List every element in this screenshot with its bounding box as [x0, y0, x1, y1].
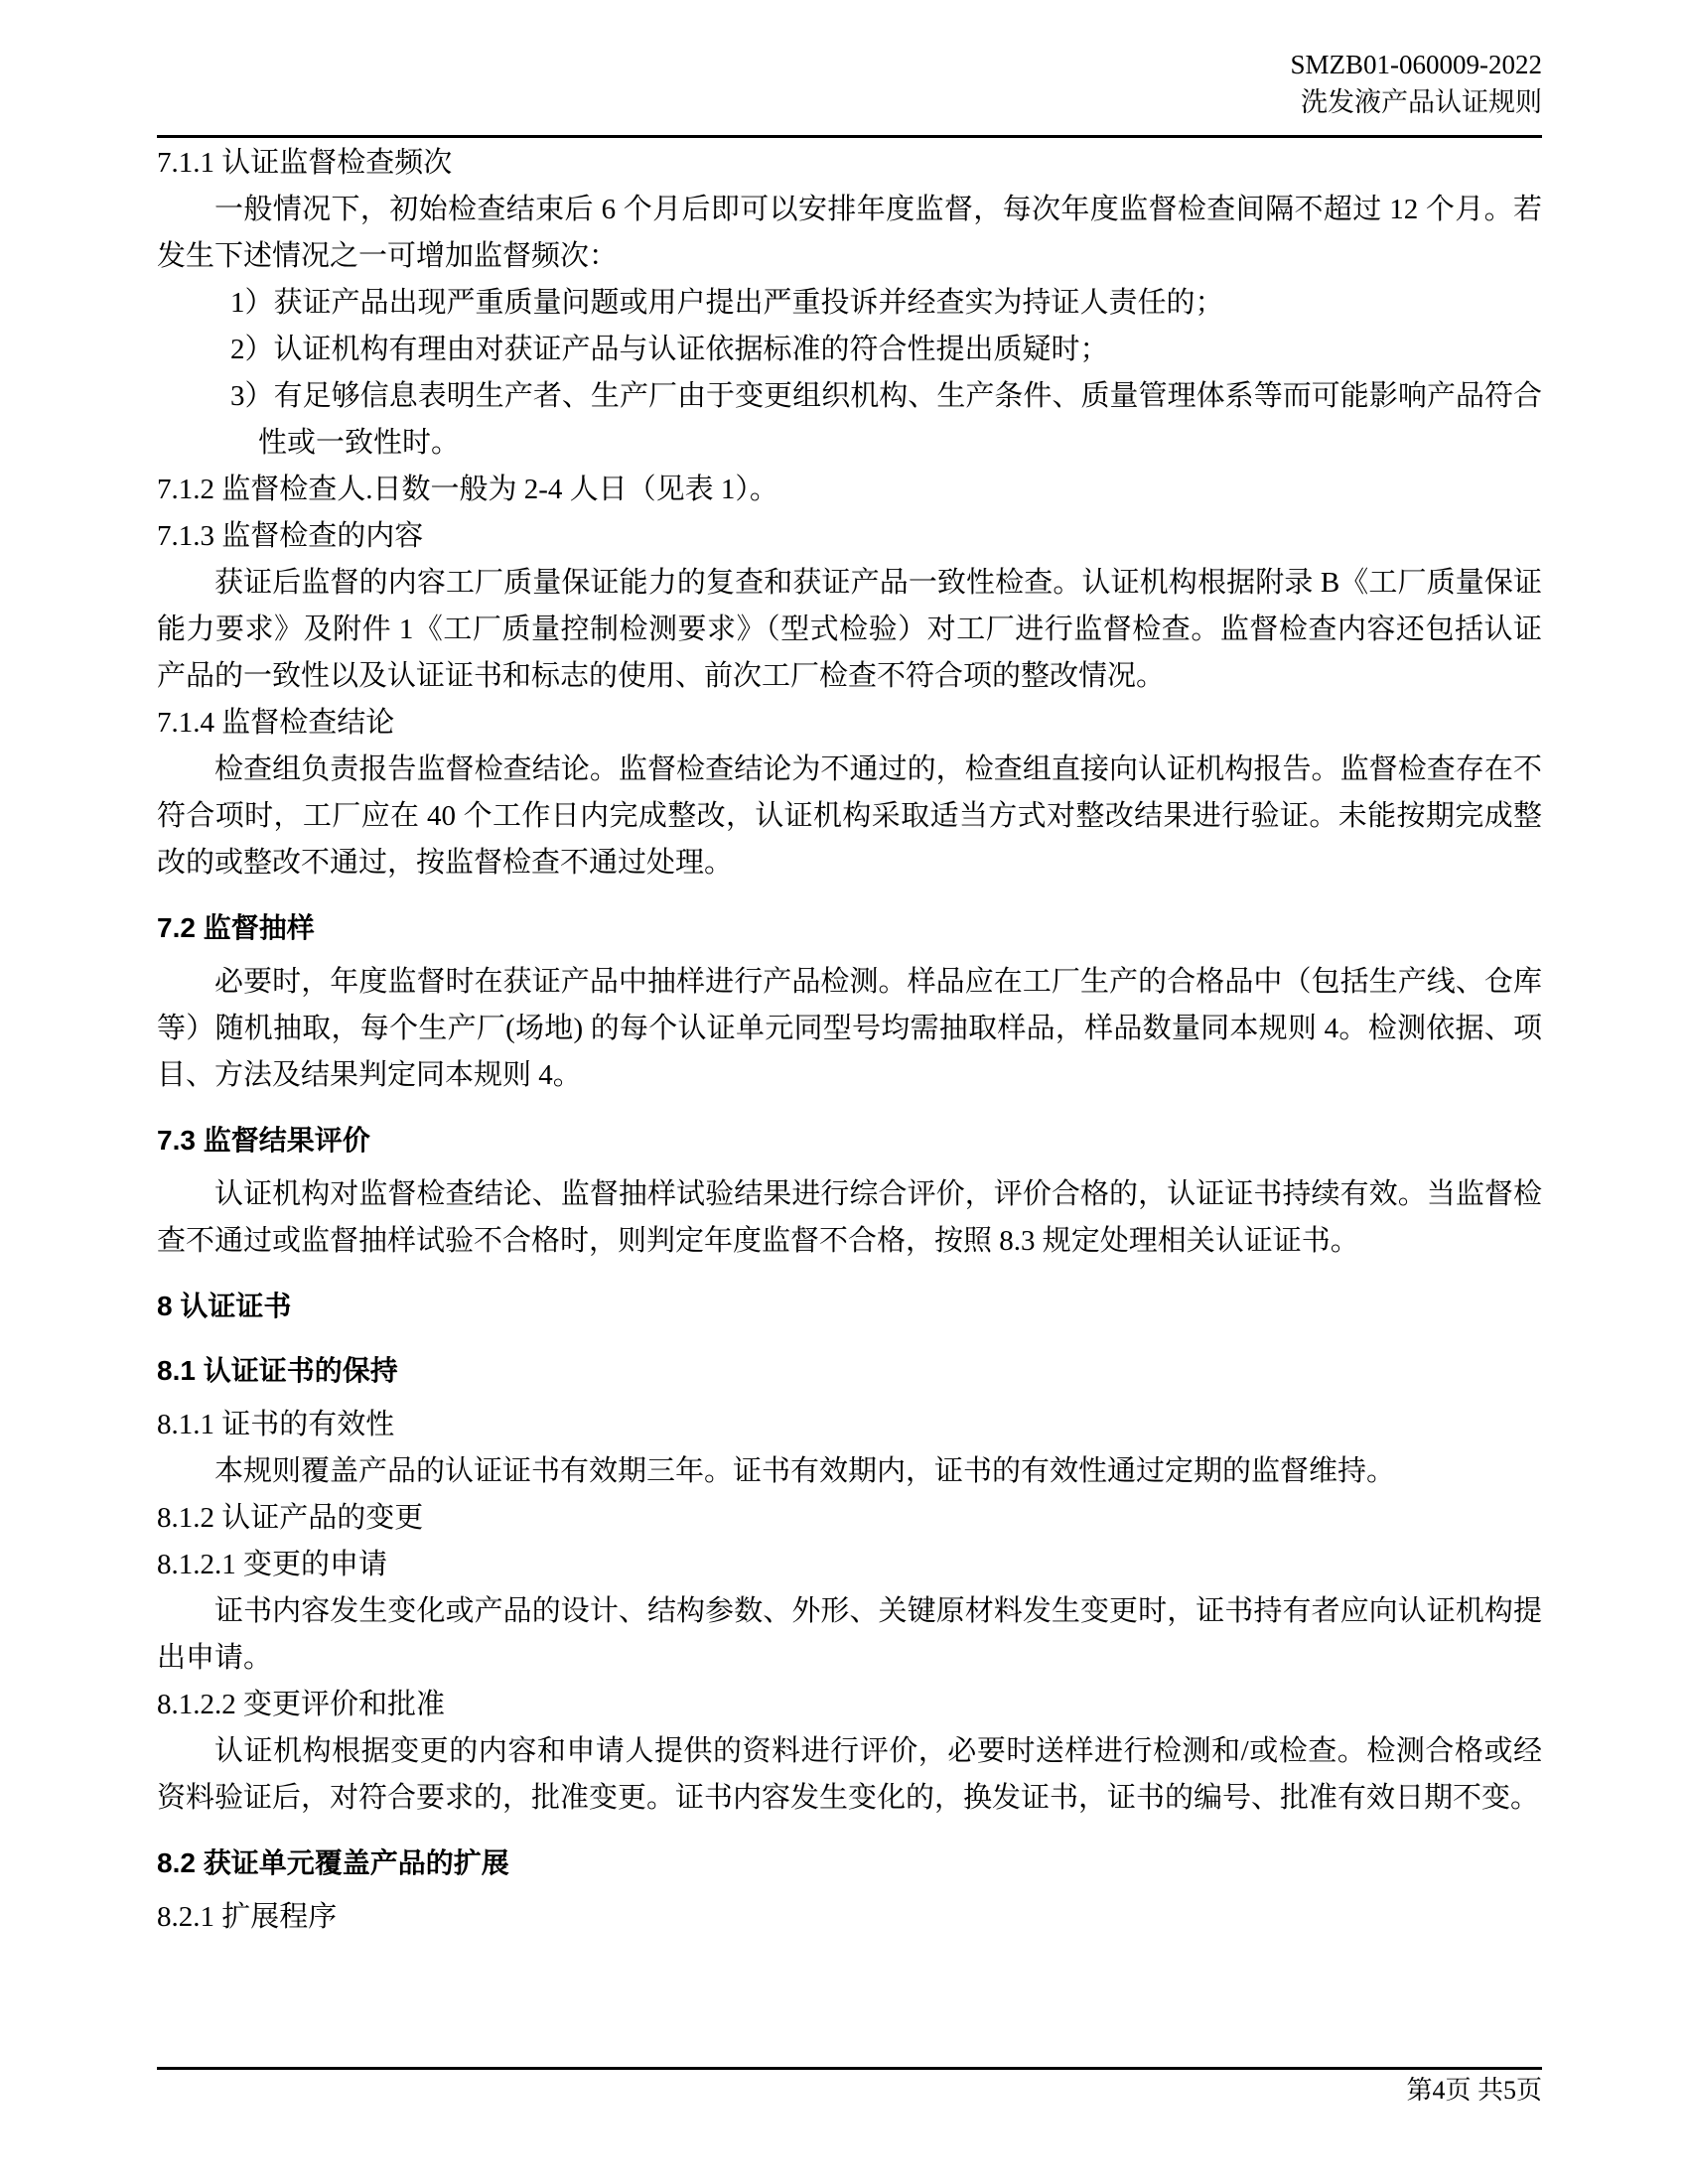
- paragraph: 认证机构对监督检查结论、监督抽样试验结果进行综合评价，评价合格的，认证证书持续有效。当监督检查不通过或监督抽样试验不合格时，则判定年度监督不合格，按照 8.3 规定处理相关认证证书。: [157, 1178, 1542, 1257]
- list-item: 2）认证机构有理由对获证产品与认证依据标准的符合性提出质疑时；: [230, 334, 1109, 365]
- subsection-heading: 7.1.4 监督检查结论: [157, 707, 395, 739]
- subsection-heading: 8.1.2.1 变更的申请: [157, 1549, 388, 1580]
- section-heading: 8.1 认证证书的保持: [157, 1355, 398, 1386]
- paragraph: 检查组负责报告监督检查结论。监督检查结论为不通过的，检查组直接向认证机构报告。监督检查存在不符合项时，工厂应在 40 个工作日内完成整改，认证机构采取适当方式对整改结果进行验证。未能按期完成整改的或整改不通过，按监督检查不通过处理。: [157, 753, 1542, 879]
- subsection-heading: 8.1.1 证书的有效性: [157, 1409, 395, 1440]
- subsection-heading: 8.1.2 认证产品的变更: [157, 1502, 424, 1534]
- list-item: 1）获证产品出现严重质量问题或用户提出严重投诉并经查实为持证人责任的；: [230, 287, 1224, 319]
- paragraph: 认证机构根据变更的内容和申请人提供的资料进行评价，必要时送样进行检测和/或检查。检测合格或经资料验证后，对符合要求的，批准变更。证书内容发生变化的，换发证书，证书的编号、批准有效日期不变。: [157, 1735, 1542, 1814]
- subsection-heading: 8.2.1 扩展程序: [157, 1901, 338, 1933]
- section-heading: 7.3 监督结果评价: [157, 1125, 370, 1156]
- subsection-heading: 7.1.3 监督检查的内容: [157, 520, 424, 552]
- subsection-heading: 7.1.2 监督检查人.日数一般为 2-4 人日（见表 1）。: [157, 474, 778, 505]
- document-body: [157, 138, 1542, 1941]
- paragraph: 证书内容发生变化或产品的设计、结构参数、外形、关键原材料发生变更时，证书持有者应向认证机构提出申请。: [157, 1595, 1542, 1674]
- section-heading: 8 认证证书: [157, 1291, 292, 1321]
- section-heading: 8.2 获证单元覆盖产品的扩展: [157, 1847, 509, 1878]
- doc-title: 洗发液产品认证规则: [1301, 87, 1542, 117]
- list-item: 3）有足够信息表明生产者、生产厂由于变更组织机构、生产条件、质量管理体系等而可能影响产品符合性或一致性时。: [230, 380, 1542, 459]
- subsection-heading: 7.1.1 认证监督检查频次: [157, 147, 453, 179]
- paragraph: 本规则覆盖产品的认证证书有效期三年。证书有效期内，证书的有效性通过定期的监督维持。: [214, 1455, 1396, 1487]
- section-heading: 7.2 监督抽样: [157, 912, 315, 943]
- page-number: 第4页 共5页: [1406, 2076, 1542, 2105]
- page-header: [157, 46, 1542, 138]
- paragraph: 必要时，年度监督时在获证产品中抽样进行产品检测。样品应在工厂生产的合格品中（包括生产线、仓库等）随机抽取，每个生产厂(场地) 的每个认证单元同型号均需抽取样品，样品数量同本规则 4。检测依据、项目、方法及结果判定同本规则 4。: [157, 966, 1542, 1091]
- paragraph: 一般情况下，初始检查结束后 6 个月后即可以安排年度监督，每次年度监督检查间隔不超过 12 个月。若发生下述情况之一可增加监督频次：: [157, 194, 1542, 272]
- doc-code: SMZB01-060009-2022: [1290, 50, 1542, 79]
- page-footer: [157, 2067, 1542, 2112]
- paragraph: 获证后监督的内容工厂质量保证能力的复查和获证产品一致性检查。认证机构根据附录 B《工厂质量保证能力要求》及附件 1《工厂质量控制检测要求》（型式检验）对工厂进行监督检查。监督检查内容还包括认证产品的一致性以及认证证书和标志的使用、前次工厂检查不符合项的整改情况。: [157, 567, 1542, 692]
- subsection-heading: 8.1.2.2 变更评价和批准: [157, 1689, 446, 1720]
